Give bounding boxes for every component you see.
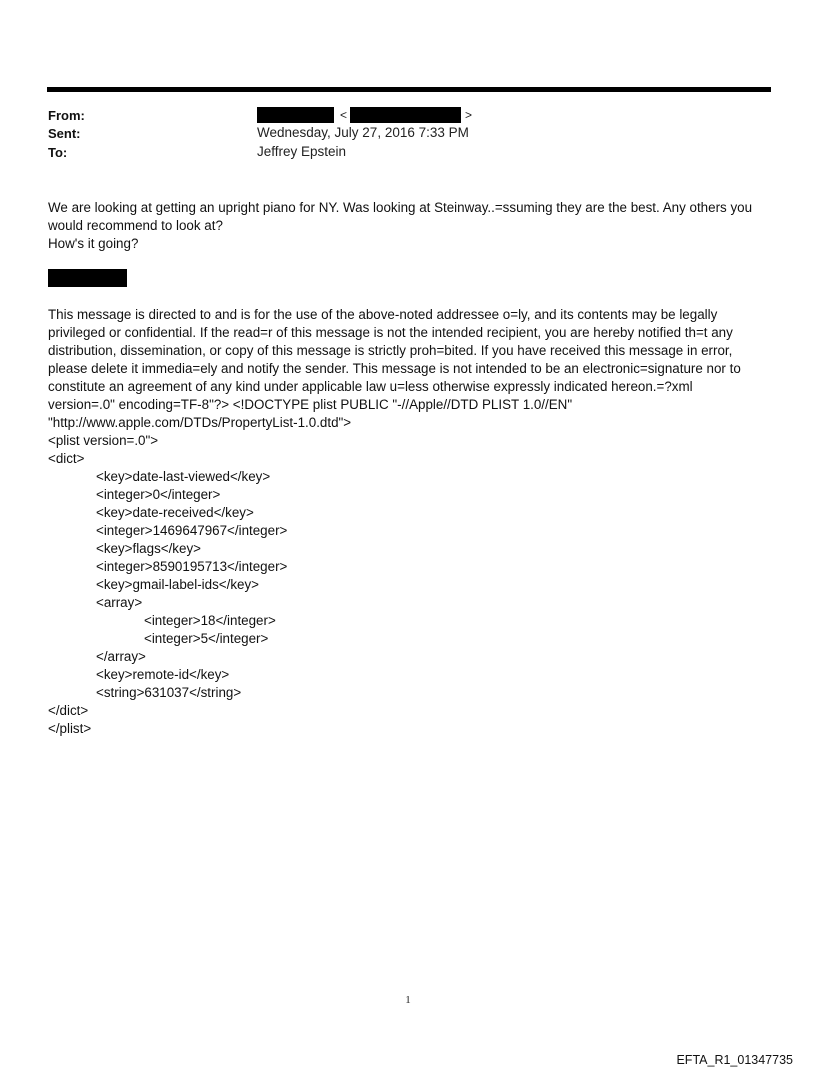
plist-line: </dict> [48, 703, 89, 718]
plist-line: <key>date-received</key> [96, 505, 254, 520]
disclaimer-line: please delete it immedia=ely and notify the sender. This message is not intended to be an electronic=signature nor to [48, 361, 741, 376]
plist-line: <key>remote-id</key> [96, 667, 230, 682]
disclaimer-line: privileged or confidential. If the read=r of this message is not the intended recipient, you are hereby notified th=t any [48, 325, 733, 340]
message-line: would recommend to look at? [48, 218, 223, 233]
plist-line: </array> [96, 649, 146, 664]
plist-line: <integer>5</integer> [144, 631, 269, 646]
signature-redaction [48, 269, 127, 287]
from-email-redaction [350, 107, 461, 123]
to-value: Jeffrey Epstein [257, 144, 347, 159]
plist-line: <integer>1469647967</integer> [96, 523, 288, 538]
plist-line: <key>flags</key> [96, 541, 201, 556]
bates-number: EFTA_R1_01347735 [676, 1053, 793, 1067]
to-label: To: [48, 145, 68, 160]
from-name-redaction [257, 107, 334, 123]
plist-line: <dict> [48, 451, 85, 466]
disclaimer-line: This message is directed to and is for the use of the above-noted addressee o=ly, and its contents may be legally [48, 307, 718, 322]
from-label: From: [48, 108, 85, 123]
plist-line: <string>631037</string> [96, 685, 242, 700]
plist-line: </plist> [48, 721, 92, 736]
sent-label: Sent: [48, 126, 81, 141]
message-body [48, 199, 773, 253]
plist-line: <array> [96, 595, 143, 610]
header-rule [47, 87, 771, 92]
plist-line: <integer>0</integer> [96, 487, 221, 502]
page-number: 1 [405, 994, 411, 1006]
disclaimer-line: "http://www.apple.com/DTDs/PropertyList-1.0.dtd"> [48, 415, 352, 430]
from-close-bracket: > [465, 108, 473, 122]
plist-line: <integer>8590195713</integer> [96, 559, 288, 574]
disclaimer-line: version=.0" encoding=TF-8"?> <!DOCTYPE plist PUBLIC "-//Apple//DTD PLIST 1.0//EN" [48, 397, 573, 412]
plist-line: <plist version=.0"> [48, 433, 159, 448]
from-open-bracket: < [340, 108, 348, 122]
message-line: How's it going? [48, 236, 139, 251]
plist-line: <key>date-last-viewed</key> [96, 469, 271, 484]
plist-line: <key>gmail-label-ids</key> [96, 577, 260, 592]
disclaimer-line: constitute an agreement of any kind under applicable law u=less otherwise expressly indicated hereon.=?xml [48, 379, 693, 394]
plist-line: <integer>18</integer> [144, 613, 276, 628]
disclaimer [48, 306, 773, 432]
message-line: We are looking at getting an upright piano for NY. Was looking at Steinway..=ssuming they are the best. Any others you [48, 200, 753, 215]
sent-value: Wednesday, July 27, 2016 7:33 PM [257, 125, 469, 140]
disclaimer-line: distribution, dissemination, or copy of this message is strictly proh=bited. If you have received this message in error, [48, 343, 733, 358]
